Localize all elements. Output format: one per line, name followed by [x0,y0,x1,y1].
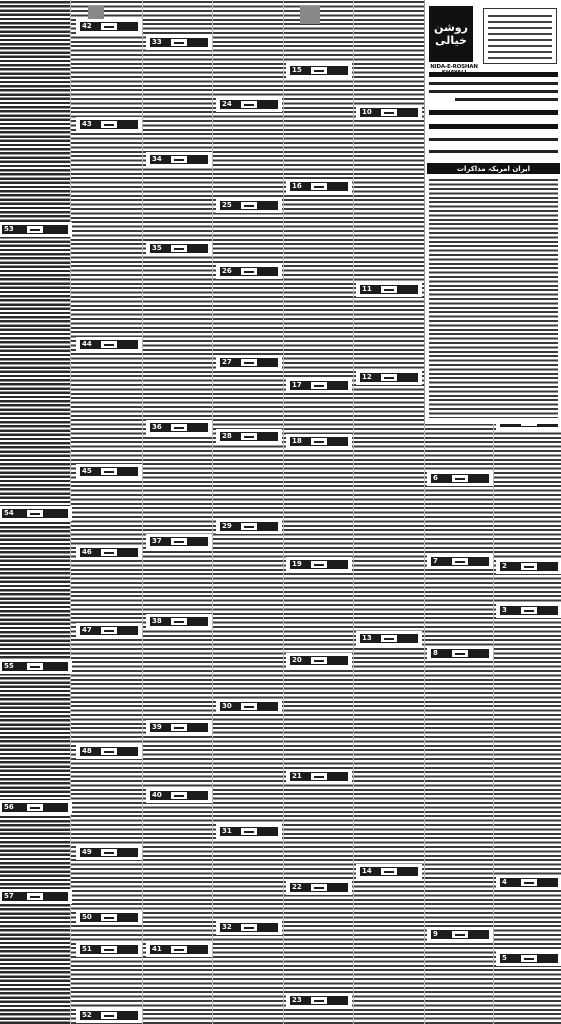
section-badge [240,100,258,109]
section-number: 28 [222,432,232,440]
editorial-title: ایران امریکہ مذاکرات [456,164,531,173]
section-number: 26 [222,267,232,275]
section-header [220,522,278,531]
section-badge [240,201,258,210]
section-badge [451,649,469,658]
section-number: 27 [222,358,232,366]
section-header [80,120,138,129]
section-badge [100,120,118,129]
section-number: 40 [152,791,162,799]
section-header [500,606,558,615]
photo [300,6,320,24]
section-number: 52 [82,1011,92,1019]
section-badge [451,474,469,483]
section-badge [170,791,188,800]
section-badge [170,155,188,164]
section-number: 15 [292,66,302,74]
section-badge [26,225,44,234]
section-badge [380,867,398,876]
section-header [431,930,489,939]
section-number: 8 [433,649,438,657]
section-badge [310,66,328,75]
section-badge [520,562,538,571]
section-badge [170,423,188,432]
section-badge [100,626,118,635]
section-header [290,66,348,75]
section-header [220,923,278,932]
section-header [80,945,138,954]
section-number: 37 [152,537,162,545]
section-number: 39 [152,723,162,731]
section-number: 9 [433,930,438,938]
editorial-title-bar [427,163,560,174]
section-badge [100,22,118,31]
section-badge [310,772,328,781]
section-number: 38 [152,617,162,625]
section-header [150,423,208,432]
section-number: 45 [82,467,92,475]
section-header [80,913,138,922]
section-number: 31 [222,827,232,835]
section-badge [310,560,328,569]
section-number: 46 [82,548,92,556]
section-number: 23 [292,996,302,1004]
section-number: 5 [502,954,507,962]
section-badge [100,467,118,476]
section-header [431,557,489,566]
section-number: 20 [292,656,302,664]
section-number: 18 [292,437,302,445]
section-number: 2 [502,562,507,570]
section-number: 47 [82,626,92,634]
section-number: 14 [362,867,372,875]
section-number: 12 [362,373,372,381]
section-badge [240,827,258,836]
section-header [290,182,348,191]
section-badge [100,747,118,756]
editorial-text [429,178,558,418]
section-badge [520,606,538,615]
section-number: 30 [222,702,232,710]
section-header [150,617,208,626]
section-badge [310,883,328,892]
section-header [80,747,138,756]
section-header [80,340,138,349]
column-5 [284,0,353,1024]
section-number: 29 [222,522,232,530]
section-number: 3 [502,606,507,614]
section-header [2,509,68,518]
section-header [2,803,68,812]
section-header [360,634,418,643]
section-number: 16 [292,182,302,190]
section-badge [380,634,398,643]
section-badge [240,702,258,711]
section-number: 10 [362,108,372,116]
section-badge [100,848,118,857]
section-number: 56 [4,803,14,811]
section-badge [240,358,258,367]
section-badge [240,267,258,276]
section-header [80,848,138,857]
section-header [150,244,208,253]
section-header [290,772,348,781]
section-badge [170,723,188,732]
section-header [500,954,558,963]
section-badge [240,923,258,932]
photo [88,6,104,20]
section-number: 55 [4,662,14,670]
section-header [360,373,418,382]
section-number: 33 [152,38,162,46]
section-number: 24 [222,100,232,108]
section-badge [100,340,118,349]
section-number: 41 [152,945,162,953]
section-header [150,791,208,800]
section-header [150,723,208,732]
section-header [220,201,278,210]
section-badge [451,930,469,939]
section-number: 35 [152,244,162,252]
section-number: 53 [4,225,14,233]
section-badge [170,244,188,253]
section-number: 48 [82,747,92,755]
section-header [290,437,348,446]
section-header [2,662,68,671]
section-header [80,467,138,476]
section-badge [26,803,44,812]
logo [429,6,473,62]
section-header [150,537,208,546]
section-badge [26,662,44,671]
section-header [80,548,138,557]
section-header [290,381,348,390]
section-header [220,100,278,109]
section-header [500,562,558,571]
section-header [2,225,68,234]
section-badge [170,945,188,954]
section-number: 7 [433,557,438,565]
section-number: 43 [82,120,92,128]
section-header [220,702,278,711]
section-number: 11 [362,285,372,293]
section-number: 51 [82,945,92,953]
section-header [360,285,418,294]
section-badge [310,656,328,665]
section-badge [240,432,258,441]
section-badge [26,892,44,901]
section-header [150,945,208,954]
section-header [80,626,138,635]
section-badge [170,38,188,47]
section-badge [310,437,328,446]
section-badge [380,285,398,294]
section-number: 34 [152,155,162,163]
section-header [360,108,418,117]
section-number: 54 [4,509,14,517]
section-number: 13 [362,634,372,642]
column-2 [71,0,142,1024]
section-badge [310,182,328,191]
section-number: 22 [292,883,302,891]
section-number: 21 [292,772,302,780]
section-number: 6 [433,474,438,482]
section-badge [240,522,258,531]
section-badge [170,617,188,626]
section-badge [310,996,328,1005]
section-header [360,867,418,876]
section-header [150,38,208,47]
section-header [2,892,68,901]
section-badge [310,381,328,390]
section-header [80,22,138,31]
section-number: 44 [82,340,92,348]
section-badge [520,878,538,887]
section-number: 36 [152,423,162,431]
section-badge [100,1011,118,1020]
section-badge [170,537,188,546]
section-badge [100,913,118,922]
section-badge [451,557,469,566]
section-badge [26,509,44,518]
section-header [220,432,278,441]
section-header [290,560,348,569]
section-badge [380,108,398,117]
section-number: 50 [82,913,92,921]
section-number: 19 [292,560,302,568]
section-number: 42 [82,22,92,30]
section-header [290,656,348,665]
section-badge [380,373,398,382]
section-number: 4 [502,878,507,886]
info-box [483,8,557,64]
section-badge [100,548,118,557]
section-number: 17 [292,381,302,389]
masthead [424,0,561,424]
section-number: 25 [222,201,232,209]
section-number: 49 [82,848,92,856]
section-header [220,358,278,367]
brand-name: NIDA-E-ROSHAN [430,64,478,70]
section-header [431,474,489,483]
section-number: 32 [222,923,232,931]
section-header [290,996,348,1005]
section-header [80,1011,138,1020]
section-header [150,155,208,164]
logo-title: روشن خیالی [434,21,468,47]
section-header [220,267,278,276]
section-number: 57 [4,892,14,900]
section-header [500,878,558,887]
section-badge [520,954,538,963]
section-header [290,883,348,892]
section-badge [100,945,118,954]
column-4 [213,0,283,1024]
section-header [220,827,278,836]
section-header [431,649,489,658]
